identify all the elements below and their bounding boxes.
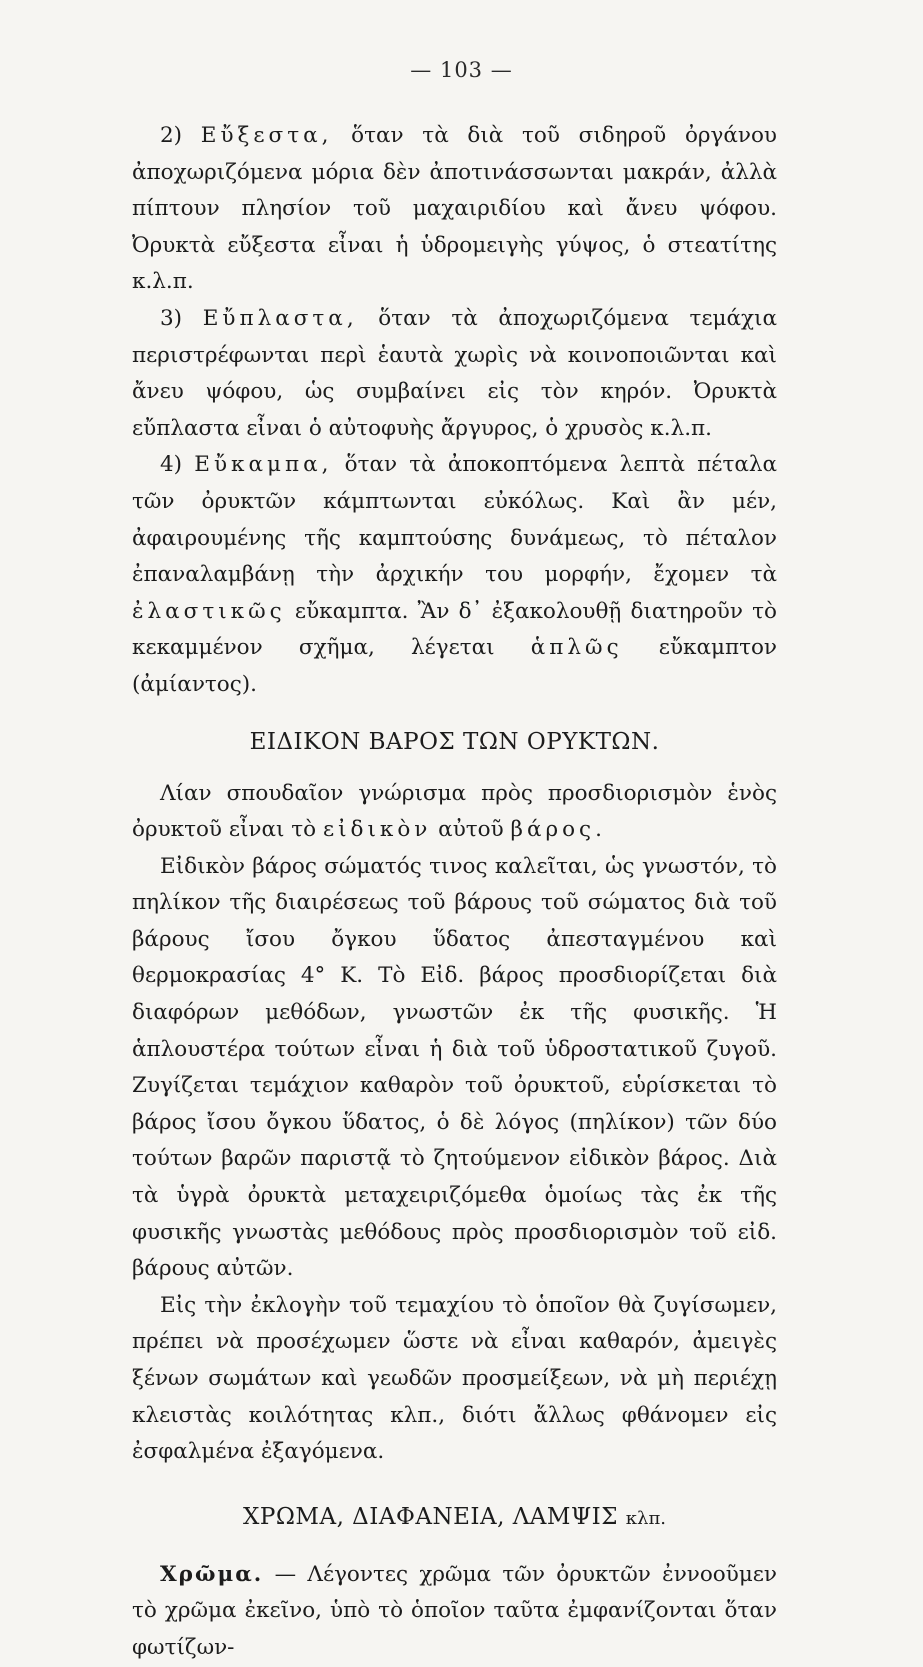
item-4-text-c: εὔκαμπτον (ἀμίαντος). [132, 635, 777, 697]
item-4-term-simple: ἁπλῶς [530, 635, 623, 661]
specific-gravity-sample-selection: Εἰς τὴν ἐκλογὴν τοῦ τεμαχίου τὸ ὁποῖον θὰ ζυγίσωμεν, πρέπει νὰ προσέχωμεν ὥστε νὰ εἶναι καθαρόν, ἀμειγὲς ξένων σωμάτων καὶ γεωδῶν προσμείξεων, νὰ μὴ περιέχῃ κλειστὰς κοιλότητας κλπ., διότι ἄλλως φθάνομεν εἰς ἐσφαλμένα ἐξαγόμενα. [132, 1292, 777, 1465]
item-4-term-elastic: ἐλαστικῶς [132, 598, 286, 624]
item-4-paragraph [132, 447, 777, 703]
specific-gravity-definition: Εἰδικὸν βάρος σώματός τινος καλεῖται, ὡς γνωστόν, τὸ πηλίκον τῆς διαιρέσεως τοῦ βάρους τοῦ σώματος διὰ τοῦ βάρους ἴσου ὄγκου ὕδατος ἀπεσταγμένου καὶ θερμοκρασίας 4° Κ. Τὸ Εἰδ. βάρος προσδιορίζεται διὰ διαφόρων μεθόδων, γνωστῶν ἐκ τῆς φυσικῆς. Ἡ ἁπλουστέρα τούτων εἶναι ἡ διὰ τοῦ ὑδροστατικοῦ ζυγοῦ. Ζυγίζεται τεμάχιον καθαρὸν τοῦ ὀρυκτοῦ, εὑρίσκεται τὸ βάρος ἴσου ὄγκου ὕδατος, ὁ δὲ λόγος (πηλίκον) τῶν δύο τούτων βαρῶν παριστᾷ τὸ ζητούμενον εἰδικὸν βάρος. Διὰ τὰ ὑγρὰ ὀρυκτὰ μεταχειριζόμεθα ὁμοίως τὰς ἐκ τῆς φυσικῆς γνωστὰς μεθόδους πρὸς προσδιορισμὸν τοῦ εἰδ. βάρους αὐτῶν. [132, 853, 777, 1282]
specific-gravity-term: εἰδικὸν [322, 817, 432, 843]
item-4-term: Εὔκαμπα, [194, 452, 333, 478]
item-2-text: ὅταν τὰ διὰ τοῦ σιδηροῦ ὀργάνου ἀποχωριζόμενα μόρια δὲν ἀποτινάσσωνται μακράν, ἀλλὰ πίπτουν πλησίον τοῦ μαχαιριδίου καὶ ἄνευ ψόφου. Ὀρυκτὰ εὔξεστα εἶναι ἡ ὑδρομειγὴς γύψος, ὁ στεατίτης κ.λ.π. [132, 123, 777, 295]
section-heading-color-suffix: κλπ. [625, 1507, 667, 1529]
item-3-text: ὅταν τὰ ἀποχωριζόμενα τεμάχια περιστρέφωνται περὶ ἑαυτὰ χωρὶς νὰ κοινοποιῶνται καὶ ἄνευ ψόφου, ὡς συμβαίνει εἰς τὸν κηρόν. Ὀρυκτὰ εὔπλαστα εἶναι ὁ αὐτοφυὴς ἄργυρος, ὁ χρυσὸς κ.λ.π. [132, 305, 777, 441]
item-3-number: 3) [160, 305, 203, 331]
item-2-term: Εὔξεστα, [200, 123, 333, 148]
item-4-text-b: εὔκαμπτα. Ἂν δ᾽ ἐξακολουθῇ διατηροῦν τὸ κεκαμμένον σχῆμα, λέγεται [132, 598, 777, 661]
item-2-number: 2) [160, 123, 201, 148]
color-lead-term: Χρῶμα. [160, 1561, 264, 1587]
item-4-text-a: ὅταν τὰ ἀποκοπτόμενα λεπτὰ πέταλα τῶν ὀρυκτῶν κάμπτωνται εὐκόλως. Καὶ ἂν μέν, ἀφαιρουμένης τῆς καμπτούσης δυνάμεως, τὸ πέταλον ἐπαναλαμβάνῃ τὴν ἀρχικήν του μορφήν, ἔχομεν τὰ [132, 452, 778, 588]
item-3-paragraph [132, 301, 777, 447]
specific-gravity-intro-b: αὐτοῦ [431, 817, 511, 843]
color-paragraph-text: — Λέγοντες χρῶμα τῶν ὀρυκτῶν ἐννοοῦμεν τὸ χρῶμα ἐκεῖνο, ὑπὸ τὸ ὁποῖον ταῦτα ἐμφανίζονται ὅταν φωτίζων- [132, 1561, 777, 1660]
color-paragraph [132, 1557, 777, 1667]
section-heading-color [132, 1497, 777, 1539]
section-heading-color-main: ΧΡΩΜΑ, ΔΙΑΦΑΝΕΙΑ, ΛΑΜΨΙΣ [242, 1503, 618, 1530]
section-heading-specific-gravity: ΕΙΔΙΚΟΝ ΒΑΡΟΣ ΤΩΝ ΟΡΥΚΤΩΝ. [249, 728, 660, 755]
item-4-number: 4) [160, 452, 195, 478]
specific-gravity-intro-a: Λίαν σπουδαῖον γνώρισμα πρὸς προσδιορισμὸν ἑνὸς ὀρυκτοῦ εἶναι τὸ [132, 780, 777, 843]
page-body [132, 118, 777, 1667]
page-number: — 103 — [410, 58, 513, 82]
specific-gravity-intro [132, 776, 777, 849]
item-2-paragraph [132, 118, 777, 301]
item-3-term: Εὔπλαστα, [202, 305, 358, 331]
specific-gravity-term-weight: βάρος. [510, 817, 606, 843]
